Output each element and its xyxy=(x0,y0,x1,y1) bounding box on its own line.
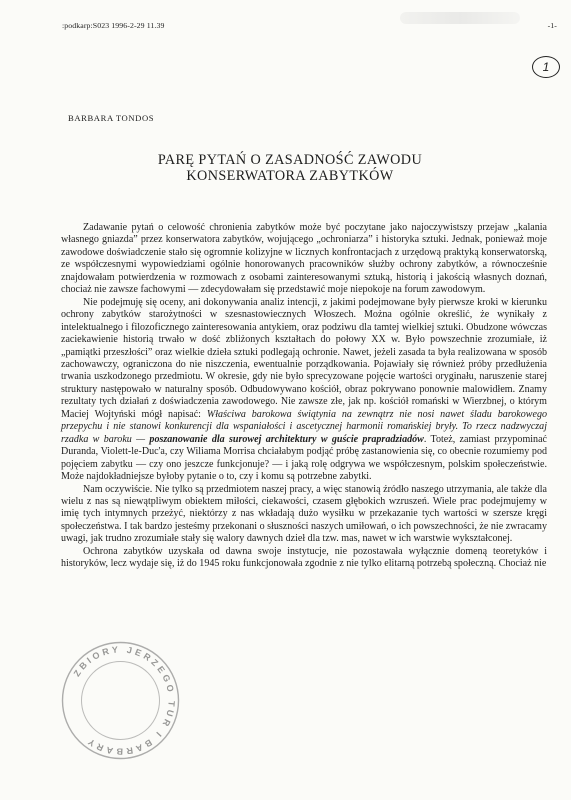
article-title xyxy=(60,152,520,184)
collection-stamp xyxy=(58,638,183,763)
paragraph-2-text: Nie podejmuję się oceny, ani dokonywania analiz intencji, z jakimi podejmowane były pierwsze kroki w kierunku ochrony zabytków starożytności w szesnastowiecznych Włoszech. Można ogólnie określić, że wynikały z intelektualnego i filozoficznego zainteresowania antykiem, oraz podziwu dla tamtej wielkiej sztuki. Obudzone wówczas zaciekawienie historią trwało w dość zbliżonych kształtach do połowy XX w. Było powszechnie zrozumiałe, iż „pamiątki przeszłości” oraz wielkie dzieła sztuki podlegają ochronie. Nawet, jeżeli zasada ta była realizowana w sposób zachowawczy, ograniczona do nie niszczenia, ewentualnie porządkowania. Pojawiały się również próby przedłużenia trwania uszkodzonego przedmiotu. W okresie, gdy nie było sprecyzowane pojęcie wartości oryginału, naruszenie starej struktury następowało w naturalny sposób. Odbudowywano kościół, obraz pokrywano ponownie malowidłem. Znamy rezultaty tych działań z doświadczenia zawodowego. Nie zawsze złe, jak np. kościół romański w Wierzbnej, o którym Maciej Wojtyński mógł napisać: xyxy=(61,296,547,420)
fax-page-number: -1- xyxy=(547,21,557,30)
title-line-2: KONSERWATORA ZABYTKÓW xyxy=(186,168,394,184)
paragraph-4: Ochrona zabytków uzyskała od dawna swoje instytucje, nie pozostawała wyłącznie domeną teoretyków i historyków, lecz wydaje się, iż do 1945 roku funkcjonowała zgodnie z nie tylko elitarną potrzebą społeczną. Chociaż nie xyxy=(61,545,547,570)
svg-text:ZBIORY JERZEGO TUR I BARBARY: ZBIORY JERZEGO TUR I BARBARY xyxy=(71,644,177,757)
paragraph-1: Zadawanie pytań o celowość chronienia zabytków może być poczytane jako najoczywistszy przejaw „kalania własnego gniazda” przez konserwatora zabytków, wojującego „ochroniarza” i historyka sztuki. Jednak, ponieważ moje zawodowe doświadczenie stało się ogromnie kolizyjne w licznych konfrontacjach z urzędową praktyką konserwatorską, ze współczesnymi wypowiedziami ogólnie honorowanych pracowników służby ochrony zabytków, a równocześnie znajdowałam potwierdzenia w rozmowach z osobami zainteresowanymi sztuką, historią i jakością własnych doznań, chociaż nie zawsze fachowymi — zdecydowałam się przedstawić moje niepokoje na forum zawodowym. xyxy=(61,222,547,296)
paragraph-2-continuation: . Toteż, zamiast przypominać Duranda, Violett-le-Duc'a, czy Wiliama Morrisa chciałabym podjąć próbę zastanowienia się, co obecnie rozumiemy pod pojęciem zabytku — czy ono jeszcze funkcjonuje? — i jaką rolę odgrywa we współczesnym, polskim społeczeństwie. Może najdokładniejsze byłoby pytanie o to, czy i komu są potrzebne zabytki. xyxy=(61,433,548,483)
paragraph-2-quote: Właściwa barokowa świątynia na zewnątrz nie nosi nawet śladu barokowego przepychu i nie stanowi konkurencji dla wspaniałości i ascetycznej harmonii romańskiej bryły. To rzecz nadzwyczaj rzadka w baroku — xyxy=(61,408,547,445)
title-line-1: PARĘ PYTAŃ O ZASADNOŚĆ ZAWODU xyxy=(157,152,423,168)
fax-header-left: :podkarp:S023 1996-2-29 11.39 xyxy=(62,21,165,30)
article-body xyxy=(61,222,547,571)
author-name: BARBARA TONDOS xyxy=(68,113,155,123)
paragraph-3: Nam oczywiście. Nie tylko są przedmiotem naszej pracy, a więc stanowią źródło naszego utrzymania, ale także dla wielu z nas są niewątpliwym obiektem miłości, ciekawości, czasem głębokich wzruszeń. Wiele prac podejmujemy w imię tych intymnych przeżyć, niektórzy z nas wkładają dużo wysiłku w przekazanie tych wartości w szersze kręgi społeczeństwa. I tak bardzo jesteśmy przekonani o słuszności naszych umiłowań, o ich powszechności, że nie zwracamy uwagi, jak trudno zrozumiałe stały się walory dawnych dzieł dla tzw. mas, nawet w ich warstwie wykształconej. xyxy=(61,483,547,545)
handwritten-page-mark: 1 xyxy=(532,56,560,78)
paragraph-2 xyxy=(61,297,547,484)
fax-header xyxy=(62,21,557,30)
paragraph-2-quote-bold: poszanowanie dla surowej architektury w guście prapradziadów xyxy=(149,433,424,445)
